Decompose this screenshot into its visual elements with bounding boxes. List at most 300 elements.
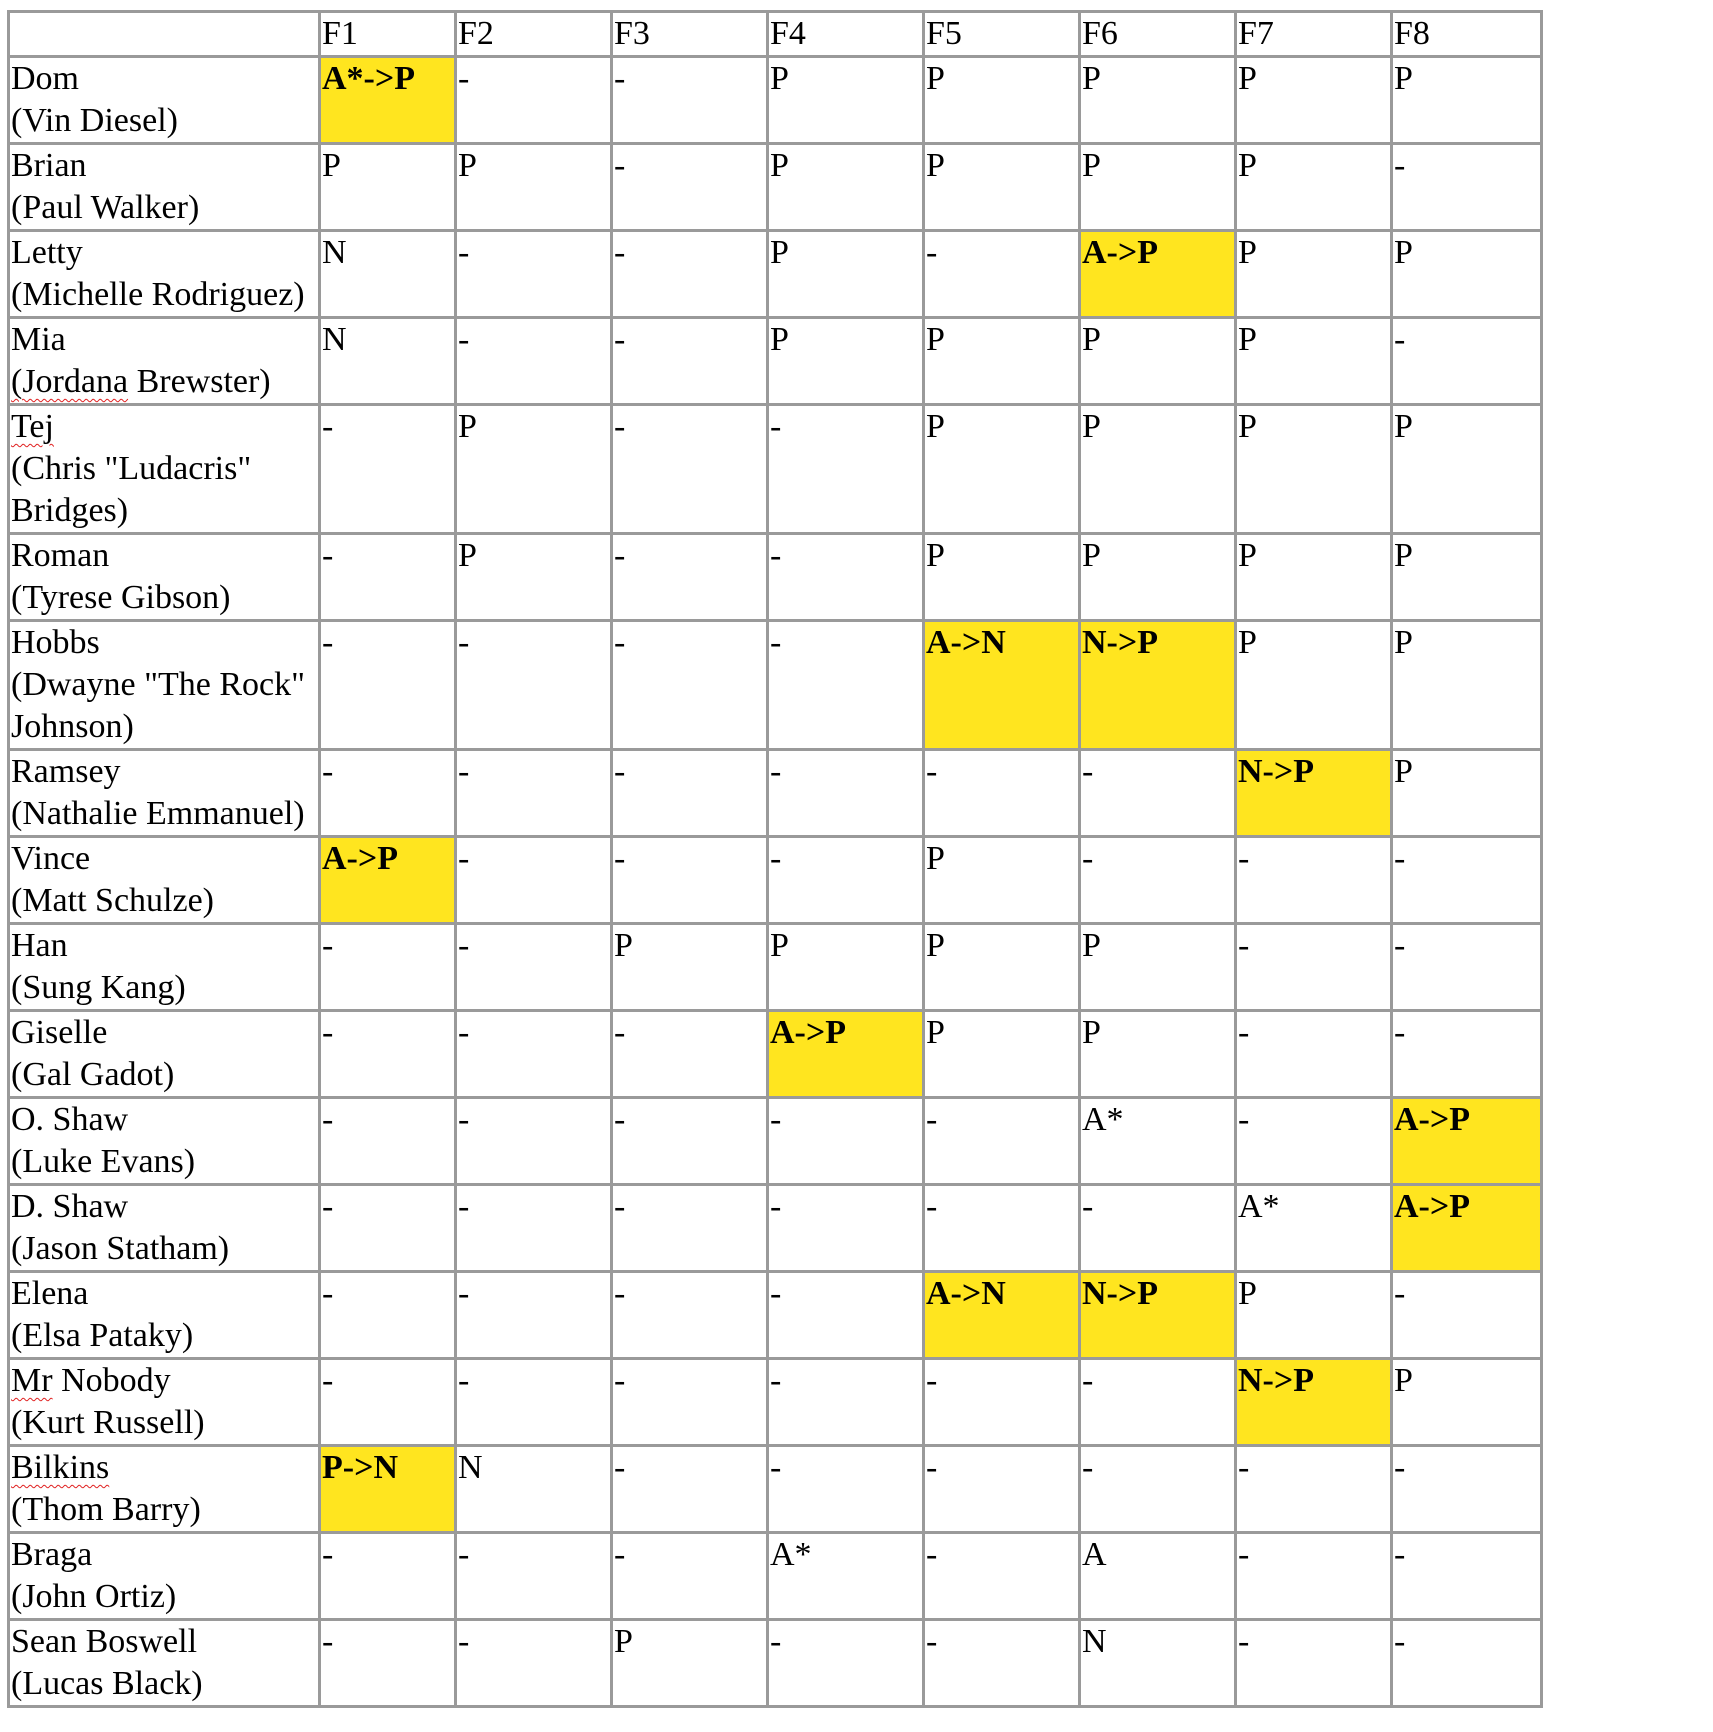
status-cell-f3	[612, 837, 768, 924]
status-cell-f3	[612, 1446, 768, 1533]
status-value: -	[458, 234, 470, 271]
status-value: -	[458, 927, 470, 964]
status-cell-f1	[320, 57, 456, 144]
status-value: N	[458, 1449, 483, 1486]
status-cell-f3	[612, 144, 768, 231]
character-name-cell	[9, 57, 320, 144]
actor-name-line: Bridges)	[11, 492, 129, 529]
actor-name-line: (Tyrese Gibson)	[11, 579, 231, 616]
status-value: P	[926, 927, 945, 964]
status-value: -	[770, 1362, 782, 1399]
status-cell-f1	[320, 405, 456, 534]
status-value: -	[614, 537, 626, 574]
character-name-cell	[9, 621, 320, 750]
status-cell-f8	[1392, 1098, 1542, 1185]
table-row	[9, 1272, 1542, 1359]
status-cell-f2	[456, 621, 612, 750]
status-value: -	[614, 1101, 626, 1138]
status-value: -	[926, 1188, 938, 1225]
status-value: P	[614, 1623, 633, 1660]
status-value: -	[322, 537, 334, 574]
status-cell-f3	[612, 57, 768, 144]
character-name: Dom	[11, 60, 79, 97]
table-row	[9, 57, 1542, 144]
status-value: P	[1238, 624, 1257, 661]
status-cell-f7	[1236, 318, 1392, 405]
status-value: -	[1082, 1449, 1094, 1486]
status-cell-f8	[1392, 1185, 1542, 1272]
status-cell-f5	[924, 405, 1080, 534]
status-value: -	[1394, 1449, 1406, 1486]
status-value: -	[458, 840, 470, 877]
status-value: -	[458, 1188, 470, 1225]
status-cell-f2	[456, 1533, 612, 1620]
status-cell-f3	[612, 1272, 768, 1359]
actor-name-line: (Jason Statham)	[11, 1230, 230, 1267]
status-value: P	[926, 408, 945, 445]
column-header-f8: F8	[1392, 12, 1542, 57]
character-name-cell	[9, 318, 320, 405]
status-cell-f7	[1236, 1098, 1392, 1185]
character-name: Han	[11, 927, 68, 964]
status-value: -	[770, 1275, 782, 1312]
status-cell-f1	[320, 924, 456, 1011]
status-cell-f6	[1080, 750, 1236, 837]
status-cell-f3	[612, 405, 768, 534]
status-value: A*	[770, 1536, 812, 1573]
table-row	[9, 1446, 1542, 1533]
status-value: A*	[1238, 1188, 1280, 1225]
status-value: P	[1394, 234, 1413, 271]
status-cell-f5	[924, 621, 1080, 750]
table-row	[9, 318, 1542, 405]
status-cell-f8	[1392, 1272, 1542, 1359]
status-value: -	[770, 624, 782, 661]
status-value: -	[1082, 1362, 1094, 1399]
status-cell-f6	[1080, 1011, 1236, 1098]
status-cell-f6	[1080, 318, 1236, 405]
character-name-cell	[9, 1446, 320, 1533]
status-cell-f2	[456, 57, 612, 144]
status-cell-f5	[924, 1011, 1080, 1098]
status-value: -	[770, 753, 782, 790]
status-cell-f6	[1080, 405, 1236, 534]
status-value: -	[1394, 840, 1406, 877]
header-row	[9, 12, 1542, 57]
status-value: -	[1394, 1623, 1406, 1660]
status-cell-f7	[1236, 1272, 1392, 1359]
spellcheck-underline: Tej	[11, 408, 54, 445]
status-cell-f4	[768, 1359, 924, 1446]
character-name-cell	[9, 750, 320, 837]
actor-name-line: (John Ortiz)	[11, 1578, 177, 1615]
spellcheck-underline: (Jordana	[11, 363, 129, 400]
status-value: -	[614, 1188, 626, 1225]
status-value: A->P	[1082, 234, 1159, 271]
status-cell-f3	[612, 534, 768, 621]
status-cell-f1	[320, 837, 456, 924]
status-cell-f5	[924, 750, 1080, 837]
status-value: A->N	[926, 624, 1006, 661]
table-row	[9, 231, 1542, 318]
status-cell-f8	[1392, 750, 1542, 837]
character-name: Sean Boswell	[11, 1623, 198, 1660]
character-name: Letty	[11, 234, 83, 271]
status-value: -	[1394, 321, 1406, 358]
status-cell-f2	[456, 1185, 612, 1272]
column-header-f5: F5	[924, 12, 1080, 57]
table-row	[9, 621, 1542, 750]
status-cell-f7	[1236, 1533, 1392, 1620]
status-value: P	[770, 321, 789, 358]
status-cell-f8	[1392, 231, 1542, 318]
status-value: -	[770, 1449, 782, 1486]
status-value: -	[614, 840, 626, 877]
table-row	[9, 1620, 1542, 1707]
status-cell-f7	[1236, 1620, 1392, 1707]
actor-name-line: (Gal Gadot)	[11, 1056, 175, 1093]
actor-name-line: (Paul Walker)	[11, 189, 200, 226]
status-cell-f6	[1080, 1359, 1236, 1446]
status-value: -	[322, 1101, 334, 1138]
status-cell-f8	[1392, 621, 1542, 750]
actor-name-line: (Sung Kang)	[11, 969, 186, 1006]
status-value: -	[614, 1449, 626, 1486]
status-value: A*	[1082, 1101, 1124, 1138]
status-cell-f2	[456, 1620, 612, 1707]
actor-name-line: Johnson)	[11, 708, 134, 745]
table-row	[9, 1011, 1542, 1098]
status-value: N->P	[1082, 1275, 1159, 1312]
status-value: -	[322, 1623, 334, 1660]
status-cell-f6	[1080, 924, 1236, 1011]
character-name-cell	[9, 1011, 320, 1098]
status-value: N	[322, 321, 347, 358]
status-value: -	[926, 753, 938, 790]
status-value: -	[1238, 1623, 1250, 1660]
status-cell-f2	[456, 231, 612, 318]
status-cell-f8	[1392, 405, 1542, 534]
status-value: -	[614, 60, 626, 97]
status-cell-f3	[612, 1011, 768, 1098]
status-value: -	[322, 927, 334, 964]
status-cell-f2	[456, 924, 612, 1011]
status-value: -	[1238, 1014, 1250, 1051]
status-value: -	[1394, 147, 1406, 184]
character-name-cell	[9, 534, 320, 621]
status-cell-f4	[768, 1620, 924, 1707]
status-cell-f4	[768, 318, 924, 405]
status-value: -	[458, 1275, 470, 1312]
actor-name-line: (Lucas Black)	[11, 1665, 203, 1702]
character-name-cell	[9, 231, 320, 318]
status-cell-f4	[768, 1533, 924, 1620]
status-value: P	[1082, 537, 1101, 574]
character-name-cell	[9, 1620, 320, 1707]
status-cell-f1	[320, 1359, 456, 1446]
status-value: P	[1394, 753, 1413, 790]
actor-name-line: (Matt Schulze)	[11, 882, 214, 919]
actor-name-line: (Thom Barry)	[11, 1491, 201, 1528]
status-cell-f3	[612, 621, 768, 750]
table-row	[9, 1533, 1542, 1620]
status-cell-f8	[1392, 144, 1542, 231]
status-value: -	[614, 147, 626, 184]
status-value: -	[614, 1275, 626, 1312]
status-cell-f5	[924, 837, 1080, 924]
status-cell-f1	[320, 1098, 456, 1185]
table-row	[9, 534, 1542, 621]
character-name-cell	[9, 144, 320, 231]
status-value: -	[458, 1362, 470, 1399]
status-cell-f4	[768, 1098, 924, 1185]
status-cell-f6	[1080, 144, 1236, 231]
character-name: Braga	[11, 1536, 93, 1573]
status-value: P	[1394, 537, 1413, 574]
column-header-f2: F2	[456, 12, 612, 57]
status-cell-f1	[320, 621, 456, 750]
status-value: -	[770, 1188, 782, 1225]
status-cell-f1	[320, 534, 456, 621]
status-cell-f6	[1080, 534, 1236, 621]
status-value: P	[1082, 927, 1101, 964]
status-value: -	[770, 1623, 782, 1660]
character-name-cell	[9, 1272, 320, 1359]
status-value: P	[926, 840, 945, 877]
status-cell-f3	[612, 1185, 768, 1272]
status-cell-f2	[456, 318, 612, 405]
status-value: A*->P	[322, 60, 416, 97]
character-name: Mr Nobody	[11, 1362, 171, 1399]
status-value: -	[1238, 840, 1250, 877]
status-value: -	[322, 1275, 334, 1312]
status-cell-f2	[456, 144, 612, 231]
status-cell-f5	[924, 57, 1080, 144]
status-cell-f6	[1080, 1620, 1236, 1707]
spellcheck-underline: Bilkins	[11, 1449, 110, 1486]
header-corner-cell	[9, 12, 320, 57]
actor-name-line: (Michelle Rodriguez)	[11, 276, 305, 313]
column-header-f4: F4	[768, 12, 924, 57]
status-cell-f1	[320, 318, 456, 405]
status-value: A->P	[770, 1014, 847, 1051]
status-cell-f8	[1392, 1011, 1542, 1098]
character-name-cell	[9, 924, 320, 1011]
status-cell-f1	[320, 750, 456, 837]
status-cell-f5	[924, 1620, 1080, 1707]
status-cell-f8	[1392, 1620, 1542, 1707]
status-value: -	[926, 1449, 938, 1486]
status-cell-f6	[1080, 57, 1236, 144]
status-cell-f2	[456, 1272, 612, 1359]
status-cell-f5	[924, 1533, 1080, 1620]
status-value: -	[614, 234, 626, 271]
status-value: -	[458, 60, 470, 97]
status-value: -	[322, 1014, 334, 1051]
status-value: -	[322, 408, 334, 445]
character-name: Giselle	[11, 1014, 108, 1051]
character-name	[11, 1447, 318, 1489]
status-cell-f1	[320, 1446, 456, 1533]
status-value: P	[322, 147, 341, 184]
status-value: P	[770, 234, 789, 271]
status-cell-f1	[320, 1533, 456, 1620]
status-value: -	[458, 1623, 470, 1660]
status-value: -	[614, 408, 626, 445]
table-row	[9, 837, 1542, 924]
character-name: D. Shaw	[11, 1188, 129, 1225]
character-name-cell	[9, 405, 320, 534]
status-value: -	[458, 321, 470, 358]
status-cell-f5	[924, 318, 1080, 405]
character-name-cell	[9, 1098, 320, 1185]
status-cell-f8	[1392, 1446, 1542, 1533]
character-name-cell	[9, 1533, 320, 1620]
status-value: -	[458, 1101, 470, 1138]
status-value: P	[614, 927, 633, 964]
character-name: O. Shaw	[11, 1101, 129, 1138]
status-cell-f4	[768, 1011, 924, 1098]
status-value: P	[1082, 321, 1101, 358]
status-cell-f5	[924, 1185, 1080, 1272]
status-cell-f3	[612, 1620, 768, 1707]
status-value: P	[926, 321, 945, 358]
character-name-cell	[9, 837, 320, 924]
actor-name-line: (Luke Evans)	[11, 1143, 196, 1180]
status-value: -	[322, 624, 334, 661]
status-cell-f3	[612, 924, 768, 1011]
status-value: -	[770, 408, 782, 445]
status-cell-f2	[456, 837, 612, 924]
status-value: P	[1238, 1275, 1257, 1312]
actor-name-line: (Dwayne "The Rock"	[11, 666, 305, 703]
status-value: -	[926, 1623, 938, 1660]
status-value: -	[614, 321, 626, 358]
status-cell-f2	[456, 750, 612, 837]
status-value: A->P	[1394, 1188, 1471, 1225]
column-header-f7: F7	[1236, 12, 1392, 57]
status-cell-f4	[768, 750, 924, 837]
status-cell-f2	[456, 1446, 612, 1533]
status-cell-f7	[1236, 837, 1392, 924]
status-cell-f4	[768, 621, 924, 750]
status-cell-f1	[320, 1011, 456, 1098]
actor-name-line: (Jordana Brewster)	[11, 363, 271, 400]
table-row	[9, 924, 1542, 1011]
character-name-cell	[9, 1359, 320, 1446]
status-cell-f4	[768, 144, 924, 231]
status-cell-f6	[1080, 1098, 1236, 1185]
status-cell-f3	[612, 1533, 768, 1620]
table-body	[9, 12, 1542, 1707]
status-value: -	[926, 1536, 938, 1573]
status-value: -	[926, 1101, 938, 1138]
status-cell-f7	[1236, 924, 1392, 1011]
table-row	[9, 1098, 1542, 1185]
status-cell-f7	[1236, 534, 1392, 621]
status-cell-f8	[1392, 924, 1542, 1011]
status-value: P	[1082, 1014, 1101, 1051]
status-cell-f2	[456, 1098, 612, 1185]
status-cell-f4	[768, 1185, 924, 1272]
status-value: P	[770, 927, 789, 964]
status-value: P	[770, 60, 789, 97]
status-cell-f5	[924, 231, 1080, 318]
status-value: -	[614, 1014, 626, 1051]
status-value: -	[770, 1101, 782, 1138]
status-value: -	[1394, 1014, 1406, 1051]
status-value: -	[322, 1362, 334, 1399]
status-cell-f5	[924, 1098, 1080, 1185]
status-cell-f7	[1236, 144, 1392, 231]
status-value: P	[770, 147, 789, 184]
status-value: -	[1394, 927, 1406, 964]
status-value: -	[614, 1362, 626, 1399]
status-cell-f1	[320, 144, 456, 231]
status-value: A	[1082, 1536, 1107, 1573]
status-value: P	[1082, 147, 1101, 184]
status-cell-f6	[1080, 1533, 1236, 1620]
status-cell-f4	[768, 1272, 924, 1359]
character-name: Mia	[11, 321, 66, 358]
status-value: -	[1238, 1101, 1250, 1138]
status-cell-f7	[1236, 621, 1392, 750]
character-name-cell	[9, 1185, 320, 1272]
status-value: -	[926, 1362, 938, 1399]
status-value: P	[926, 147, 945, 184]
status-cell-f7	[1236, 231, 1392, 318]
status-cell-f5	[924, 924, 1080, 1011]
status-cell-f8	[1392, 57, 1542, 144]
status-cell-f5	[924, 144, 1080, 231]
status-value: A->P	[1394, 1101, 1471, 1138]
actor-name-line: (Nathalie Emmanuel)	[11, 795, 305, 832]
status-cell-f7	[1236, 57, 1392, 144]
character-name: Vince	[11, 840, 91, 877]
status-cell-f4	[768, 924, 924, 1011]
status-cell-f3	[612, 231, 768, 318]
status-value: P	[1394, 624, 1413, 661]
character-name: Roman	[11, 537, 110, 574]
status-cell-f6	[1080, 621, 1236, 750]
status-value: -	[458, 753, 470, 790]
status-value: N->P	[1238, 753, 1315, 790]
status-value: -	[1238, 1449, 1250, 1486]
status-value: P	[1082, 408, 1101, 445]
status-value: -	[458, 624, 470, 661]
character-name: Brian	[11, 147, 87, 184]
status-value: -	[1394, 1275, 1406, 1312]
status-value: P	[1238, 408, 1257, 445]
status-cell-f2	[456, 405, 612, 534]
column-header-f1: F1	[320, 12, 456, 57]
status-cell-f3	[612, 318, 768, 405]
table-row	[9, 1359, 1542, 1446]
status-value: -	[614, 753, 626, 790]
status-cell-f6	[1080, 1272, 1236, 1359]
status-cell-f7	[1236, 1011, 1392, 1098]
table-row	[9, 405, 1542, 534]
status-cell-f8	[1392, 1359, 1542, 1446]
status-value: N->P	[1082, 624, 1159, 661]
status-value: -	[614, 624, 626, 661]
character-name	[11, 406, 318, 448]
status-cell-f4	[768, 534, 924, 621]
status-value: -	[614, 1536, 626, 1573]
status-value: A->P	[322, 840, 399, 877]
status-cell-f8	[1392, 1533, 1542, 1620]
status-cell-f7	[1236, 1185, 1392, 1272]
